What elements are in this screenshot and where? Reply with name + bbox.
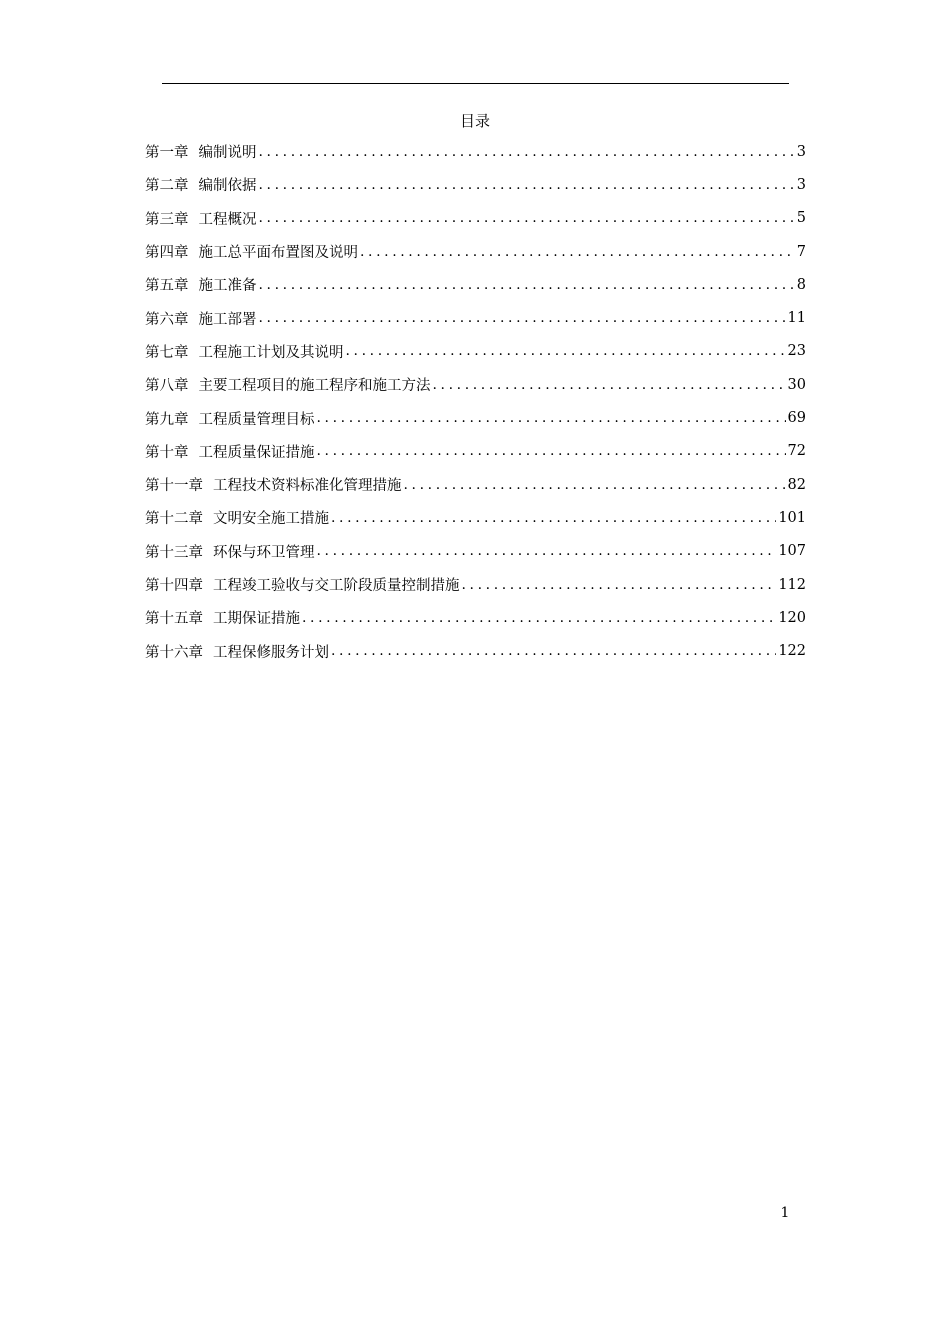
toc-entry[interactable]: [145, 401, 806, 434]
toc-entry-chapter: 第十六章: [145, 644, 203, 661]
toc-entry-page-number: 72: [787, 443, 806, 460]
toc-entry-page-number: 23: [787, 343, 806, 360]
toc-entry-title: 工程保修服务计划: [213, 644, 329, 661]
toc-entry-page-number: 112: [778, 576, 806, 593]
toc-dot-leader: [331, 643, 776, 659]
toc-entry-chapter: 第十章: [145, 444, 189, 461]
toc-entry[interactable]: [145, 135, 806, 168]
toc-dot-leader: [317, 443, 786, 459]
toc-dot-leader: [259, 310, 786, 326]
toc-entry-title: 工程技术资料标准化管理措施: [213, 478, 402, 495]
toc-entry-page-number: 82: [787, 476, 806, 493]
toc-entry-title: 工程施工计划及其说明: [198, 344, 344, 361]
toc-entry-chapter: 第六章: [145, 311, 189, 328]
toc-entry-page-number: 5: [796, 210, 806, 227]
toc-entry-chapter: 第十五章: [145, 611, 203, 628]
toc-entry-title: 工期保证措施: [213, 611, 300, 628]
toc-dot-leader: [433, 377, 786, 393]
toc-entry-page-number: 3: [796, 176, 806, 193]
toc-entry-page-number: 8: [796, 276, 806, 293]
toc-entry[interactable]: [145, 202, 806, 235]
toc-entry[interactable]: [145, 468, 806, 501]
toc-entry[interactable]: [145, 301, 806, 334]
toc-entry[interactable]: [145, 568, 806, 601]
toc-dot-leader: [259, 210, 795, 226]
toc-entry-chapter: 第四章: [145, 245, 189, 262]
toc-entry-title: 工程竣工验收与交工阶段质量控制措施: [213, 578, 460, 594]
toc-dot-leader: [462, 577, 777, 593]
toc-entry-title: 施工部署: [198, 311, 257, 328]
toc-entry-title: 施工准备: [198, 278, 257, 295]
toc-entry-page-number: 122: [778, 643, 806, 660]
toc-dot-leader: [346, 343, 786, 359]
toc-list: [145, 135, 806, 668]
toc-entry-chapter: 第八章: [145, 378, 189, 395]
toc-entry-title: 工程概况: [198, 211, 257, 228]
toc-entry-title: 工程质量管理目标: [198, 411, 315, 428]
toc-entry[interactable]: [145, 435, 806, 468]
toc-entry-chapter: 第十四章: [145, 578, 203, 594]
toc-entry-title: 文明安全施工措施: [213, 511, 329, 528]
toc-entry-page-number: 120: [778, 609, 806, 626]
toc-entry-title: 施工总平面布置图及说明: [198, 245, 358, 262]
toc-entry[interactable]: [145, 268, 806, 301]
toc-entry-title: 工程质量保证措施: [198, 444, 315, 461]
toc-title: 目录: [459, 112, 490, 130]
toc-entry-page-number: 11: [787, 310, 806, 327]
toc-entry[interactable]: [145, 634, 806, 667]
toc-entry-title: 主要工程项目的施工程序和施工方法: [198, 378, 431, 395]
toc-entry-page-number: 107: [778, 543, 806, 560]
toc-dot-leader: [317, 410, 786, 426]
toc-dot-leader: [259, 277, 795, 293]
toc-dot-leader: [317, 543, 777, 559]
toc-entry-chapter: 第二章: [145, 178, 189, 195]
toc-entry-title: 编制说明: [198, 145, 257, 162]
toc-entry-page-number: 3: [796, 143, 806, 160]
toc-entry-chapter: 第七章: [145, 344, 189, 361]
toc-dot-leader: [404, 477, 786, 493]
toc-entry[interactable]: [145, 501, 806, 534]
toc-dot-leader: [302, 610, 776, 626]
toc-entry-chapter: 第十一章: [145, 478, 203, 495]
toc-entry-chapter: 第五章: [145, 278, 189, 295]
toc-entry[interactable]: [145, 368, 806, 401]
toc-dot-leader: [259, 144, 795, 160]
toc-entry[interactable]: [145, 601, 806, 634]
toc-entry-chapter: 第十二章: [145, 511, 203, 528]
toc-entry-title: 编制依据: [198, 178, 257, 195]
toc-entry[interactable]: [145, 535, 806, 568]
toc-entry-chapter: 第三章: [145, 211, 189, 228]
toc-entry-page-number: 69: [787, 410, 806, 427]
toc-entry-page-number: 101: [778, 509, 806, 526]
toc-entry[interactable]: [145, 335, 806, 368]
toc-dot-leader: [360, 244, 795, 260]
toc-entry-chapter: 第十三章: [145, 544, 203, 561]
toc-dot-leader: [331, 510, 776, 526]
header-rule: [162, 83, 789, 84]
toc-entry-page-number: 7: [796, 243, 806, 260]
toc-entry-title: 环保与环卫管理: [213, 544, 315, 561]
toc-entry-chapter: 第一章: [145, 145, 189, 162]
toc-entry-chapter: 第九章: [145, 411, 189, 428]
toc-entry[interactable]: [145, 168, 806, 201]
page-number: 1: [780, 1205, 790, 1221]
toc-dot-leader: [259, 177, 795, 193]
toc-entry[interactable]: [145, 235, 806, 268]
toc-entry-page-number: 30: [787, 376, 806, 393]
